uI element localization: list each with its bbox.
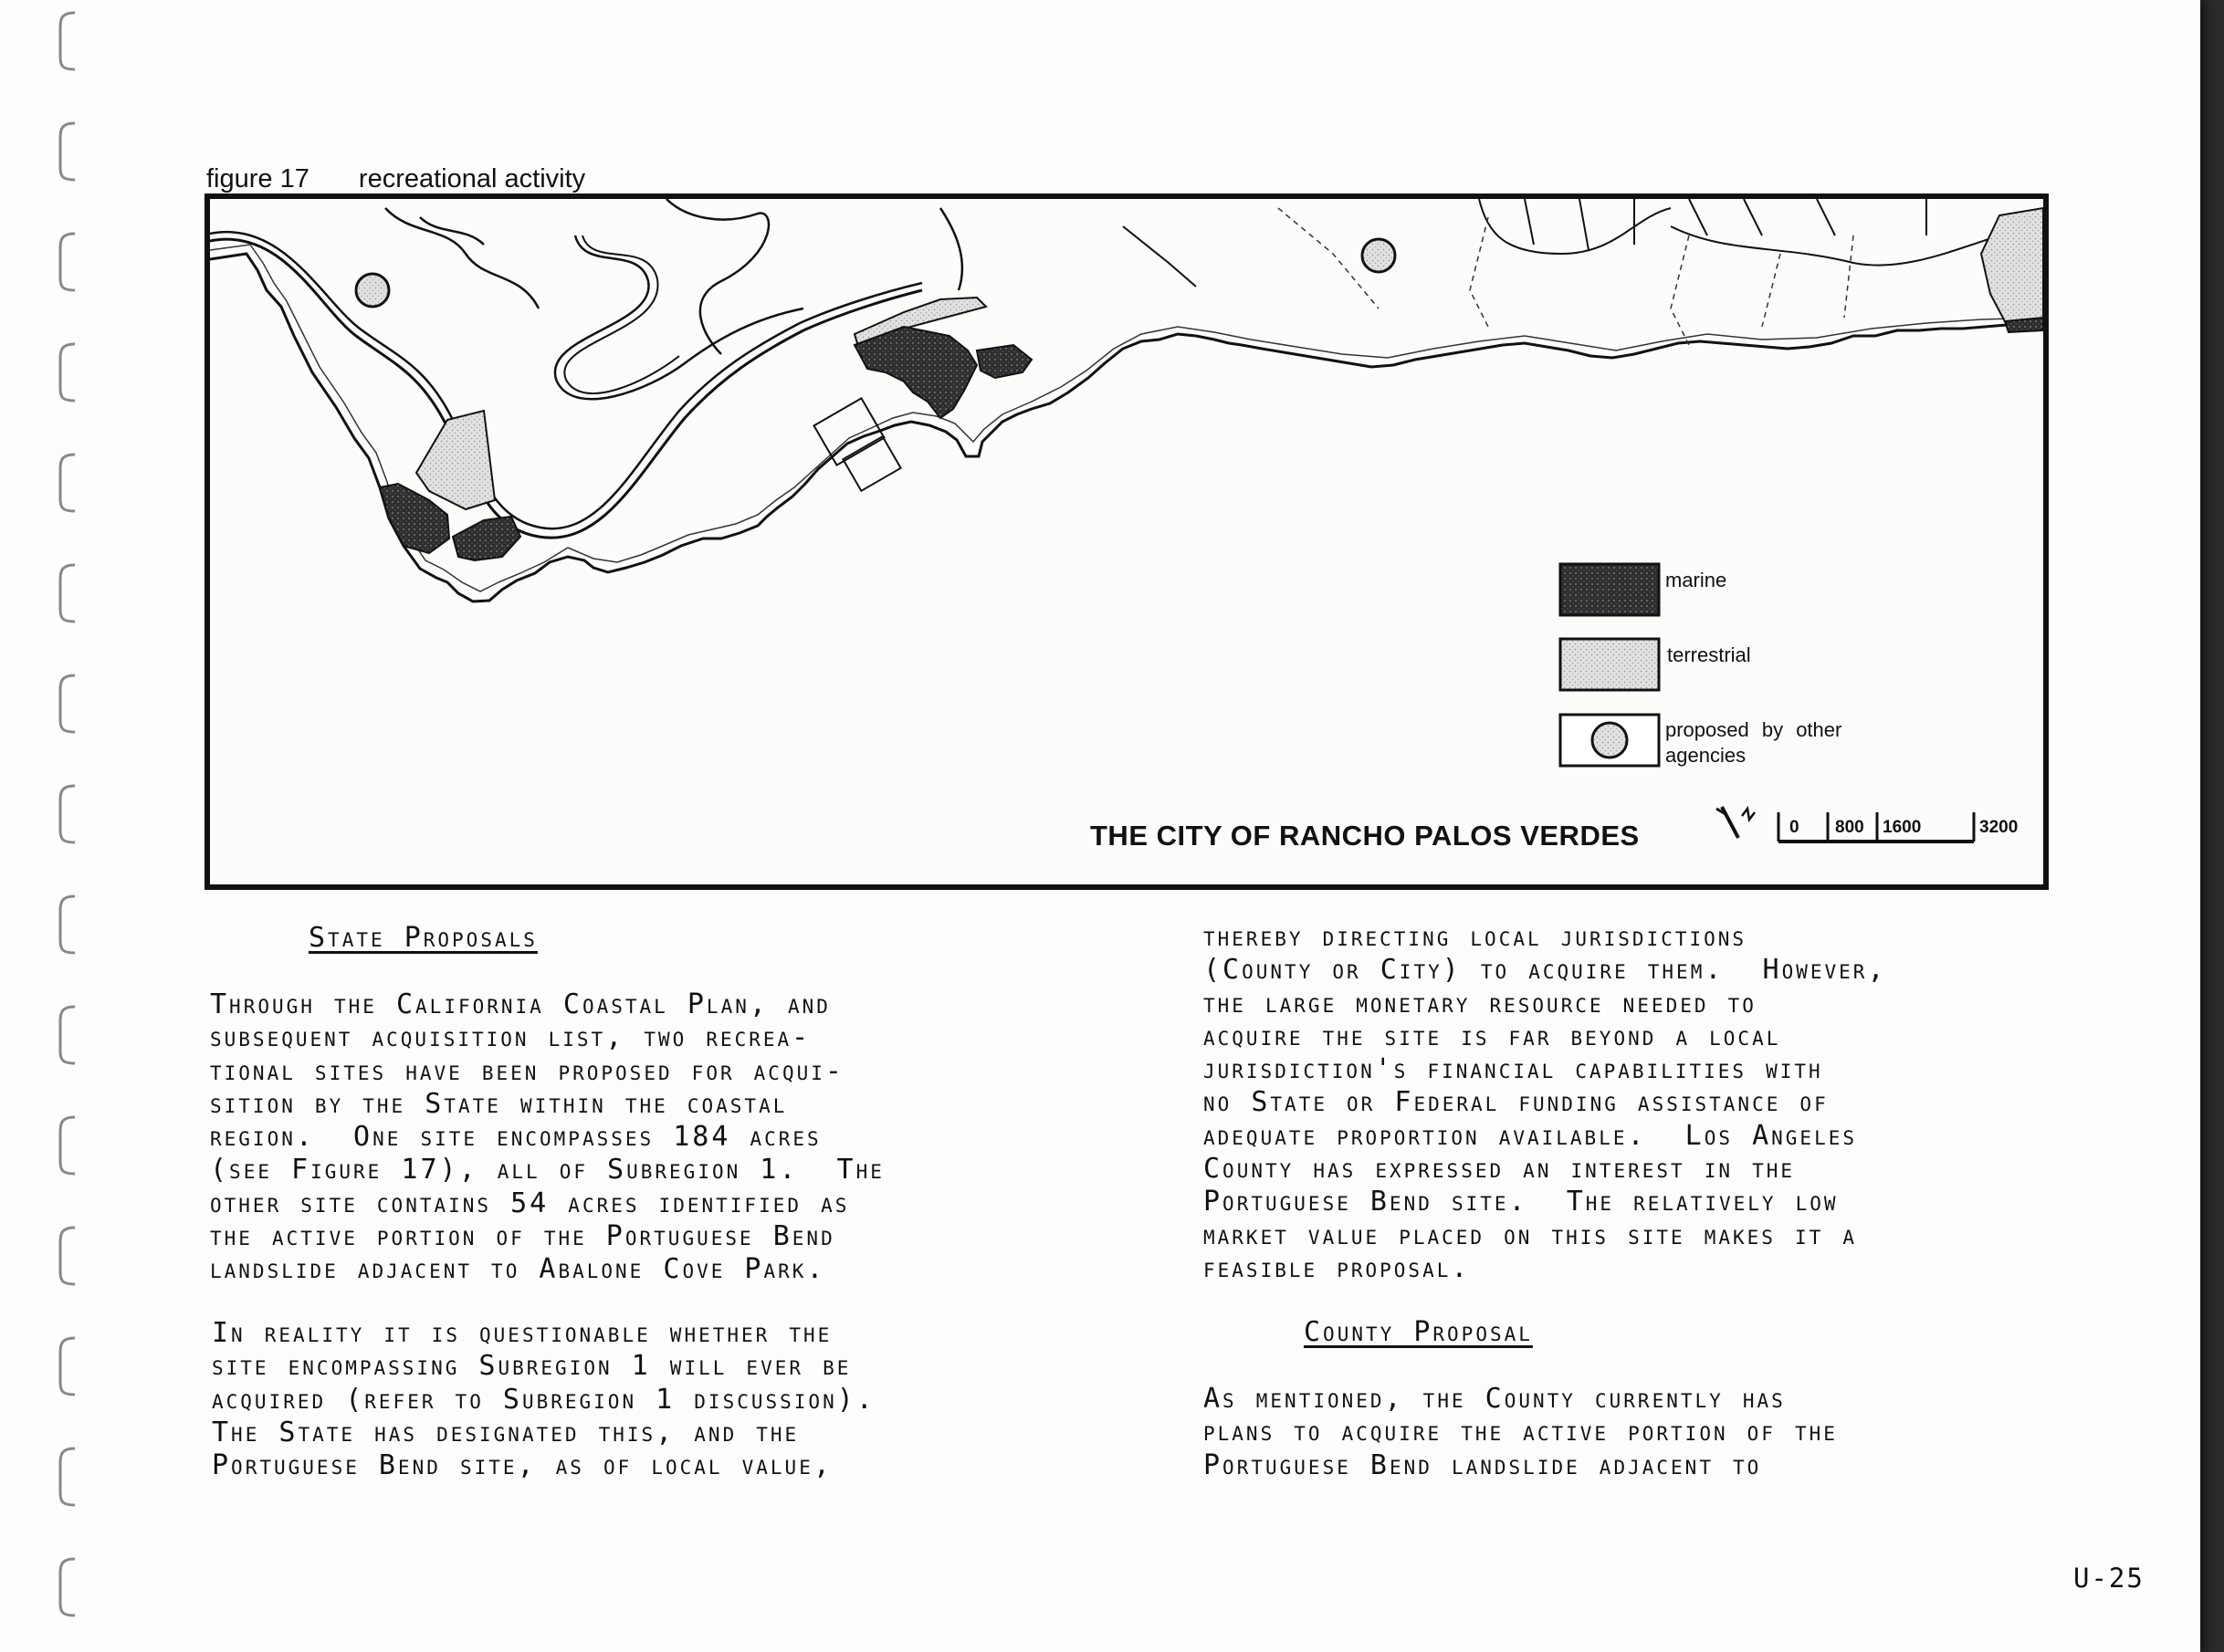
figure-number: figure 17 (206, 164, 309, 193)
state-proposals-heading: State Proposals (309, 922, 538, 954)
right-paragraph-1 (1203, 921, 1887, 1285)
text-line: sition by the State within the coastal (210, 1087, 788, 1120)
text-line: feasible proposal. (1203, 1251, 1471, 1284)
binder-ring-icon (55, 1334, 82, 1398)
text-line: (County or City) to acquire them. However, (1203, 954, 1887, 987)
north-arrow-icon (1716, 807, 1755, 838)
marine-area (2005, 318, 2043, 332)
scale-label-1600: 1600 (1883, 818, 1922, 837)
binder-ring-icon (55, 1114, 82, 1177)
legend-marine-label: marine (1665, 569, 1727, 591)
text-line: acquired (refer to Subregion 1 discussion). (212, 1383, 876, 1416)
marine-area (453, 517, 520, 560)
right-paragraph-2 (1203, 1383, 1838, 1482)
text-line: plans to acquire the active portion of the (1203, 1416, 1838, 1448)
binder-ring-icon (55, 672, 82, 736)
proposed-site-marker (356, 274, 389, 307)
text-line: thereby directing local jurisdictions (1203, 921, 1747, 953)
text-line: County has expressed an interest in the (1203, 1153, 1796, 1186)
text-line: adequate proportion available. Los Angeles (1203, 1119, 1857, 1152)
binder-ring-icon (55, 340, 82, 404)
text-line: the active portion of the Portuguese Bend (210, 1220, 835, 1253)
binder-ring-icon (55, 561, 82, 625)
binder-ring-icon (55, 451, 82, 515)
text-line: Portuguese Bend landslide adjacent to (1203, 1448, 1762, 1481)
marine-area (855, 327, 977, 418)
text-line: site encompassing Subregion 1 will ever be (212, 1350, 852, 1383)
map-figure (205, 193, 2049, 890)
text-line: In reality it is questionable whether the (212, 1317, 833, 1349)
left-paragraph-1 (210, 988, 885, 1287)
scale-label-0: 0 (1789, 818, 1799, 837)
binder-ring-icon (55, 230, 82, 294)
marine-area (977, 345, 1032, 378)
binder-ring-icon (55, 120, 82, 183)
text-line: no State or Federal funding assistance of (1203, 1086, 1829, 1119)
legend-marine-swatch (1560, 564, 1659, 615)
text-line: As mentioned, the County currently has (1203, 1383, 1786, 1415)
binder-ring-icon (55, 893, 82, 957)
terrestrial-area (416, 411, 495, 509)
legend-terrestrial-label: terrestrial (1667, 643, 1751, 666)
figure-caption (206, 164, 585, 194)
terrestrial-area (1981, 208, 2043, 325)
text-line: region. One site encompasses 184 acres (210, 1121, 822, 1154)
scale-bar (1778, 812, 1974, 842)
left-paragraph-2 (212, 1317, 876, 1482)
text-line: (see Figure 17), all of Subregion 1. The (210, 1154, 885, 1187)
binder-ring-icon (55, 1003, 82, 1067)
scale-label-800: 800 (1835, 818, 1864, 837)
binder-ring-icon (55, 782, 82, 846)
page-number: U-25 (2073, 1563, 2145, 1594)
binder-ring-icon (55, 1555, 82, 1619)
scale-label-3200: 3200 (1979, 818, 2019, 837)
legend-terrestrial-swatch (1560, 639, 1659, 690)
binder-ring-icon (55, 9, 82, 73)
text-line: Portuguese Bend site. The relatively low (1203, 1186, 1839, 1218)
text-line: The State has designated this, and the (212, 1416, 800, 1448)
coastline-map (210, 199, 2043, 884)
text-line: Portuguese Bend site, as of local value, (212, 1449, 833, 1482)
county-proposal-heading: County Proposal (1304, 1316, 1533, 1348)
text-line: jurisdiction's financial capabilities with (1203, 1053, 1823, 1086)
text-line: other site contains 54 acres identified as (210, 1187, 850, 1219)
text-line: landslide adjacent to Abalone Cove Park. (210, 1253, 826, 1286)
figure-title: recreational activity (358, 164, 586, 193)
map-title: THE CITY OF RANCHO PALOS VERDES (1090, 820, 1640, 852)
binder-ring-icon (55, 1224, 82, 1288)
text-line: subsequent acquisition list, two recrea- (210, 1021, 812, 1054)
text-line: Through the California Coastal Plan, and (210, 988, 831, 1020)
proposed-site-marker (1362, 239, 1395, 272)
text-line: market value placed on this site makes it a (1203, 1218, 1857, 1251)
inland-road (555, 235, 803, 399)
text-line: tional sites have been proposed for acqui- (210, 1054, 844, 1087)
text-line: acquire the site is far beyond a local (1203, 1019, 1781, 1052)
text-line: the large monetary resource needed to (1203, 987, 1757, 1019)
legend-proposed-label: proposed by other agencies (1665, 718, 1842, 767)
binder-ring-icon (55, 1445, 82, 1509)
